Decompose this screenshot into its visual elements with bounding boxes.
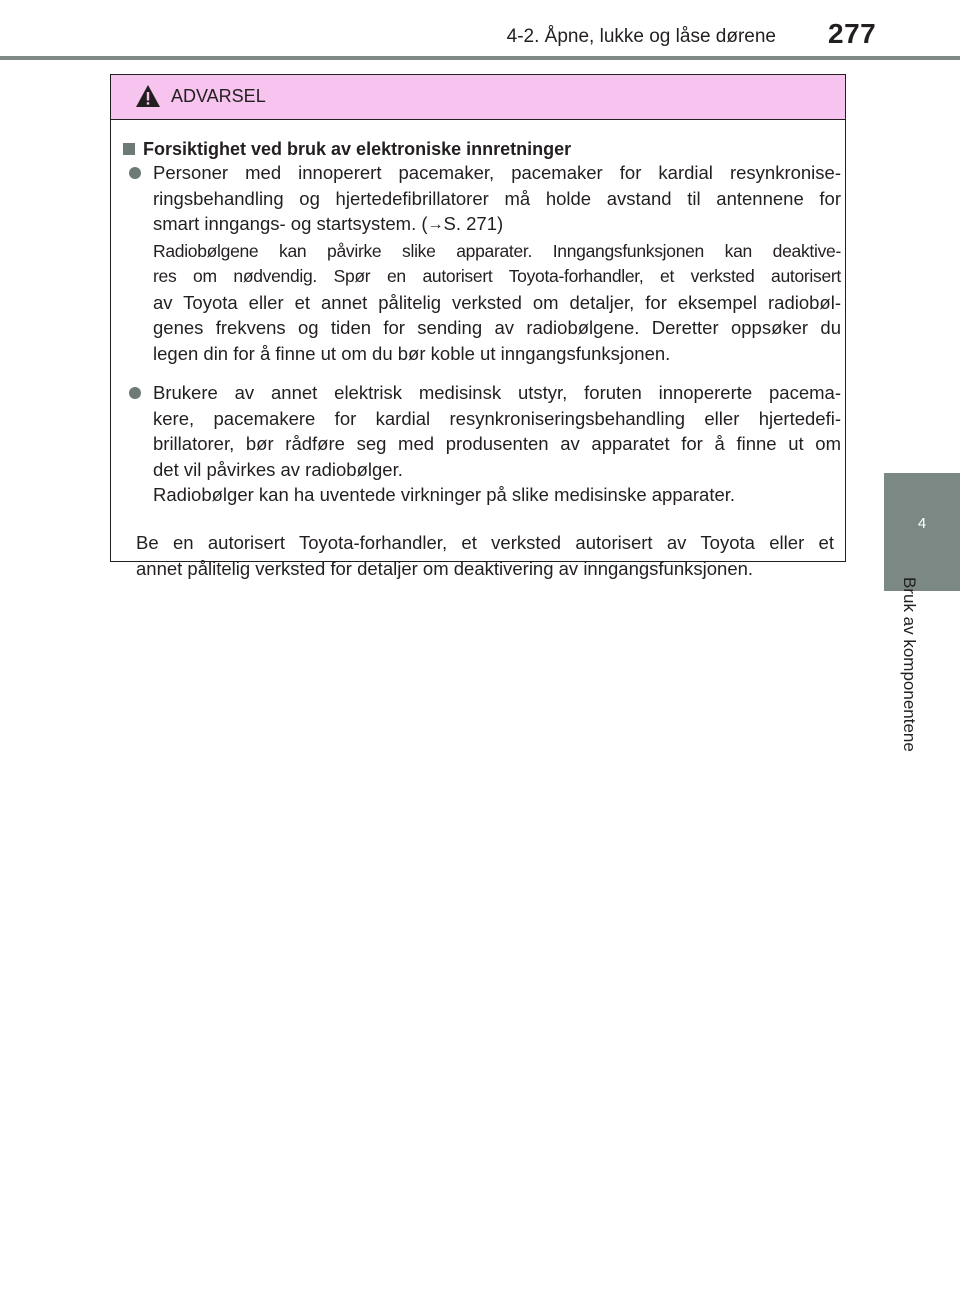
- list-item: [129, 380, 841, 508]
- chapter-number: 4: [917, 515, 927, 532]
- page-number: 277: [828, 18, 877, 49]
- text-line: kere, pacemakere for kardial resynkroniseringsbehandling eller hjertedefi-: [153, 407, 841, 429]
- section-title: 4-2. Åpne, lukke og låse dørene: [506, 26, 776, 47]
- text-line: Radiobølgene kan påvirke slike apparater. Inngangsfunksjonen kan deaktive-: [153, 240, 841, 261]
- text-segment: smart inngangs- og startsystem. (: [153, 213, 428, 234]
- closing-paragraph: [136, 530, 834, 581]
- text-line: [153, 211, 841, 239]
- text-line: Be en autorisert Toyota-forhandler, et verksted autorisert av Toyota eller et: [136, 532, 834, 553]
- header-rule: [0, 56, 960, 60]
- arrow-right-icon: →: [427, 216, 444, 233]
- text-line: res om nødvendig. Spør en autorisert Toyota-forhandler, et verksted autorisert: [153, 266, 841, 286]
- warning-label: ADVARSEL: [171, 86, 266, 106]
- text-line: det vil påvirkes av radiobølger.: [153, 458, 403, 480]
- text-line: av Toyota eller et annet pålitelig verksted om detaljer, for eksempel radiobøl-: [153, 291, 841, 313]
- text-line: genes frekvens og tiden for sending av radiobølgene. Deretter oppsøker du: [153, 317, 841, 338]
- square-bullet-icon: [123, 143, 135, 155]
- section-heading-text: Forsiktighet ved bruk av elektroniske innretninger: [143, 139, 572, 159]
- warning-header: [111, 75, 845, 120]
- chapter-title: Bruk av komponentene: [900, 577, 919, 752]
- text-line: ringsbehandling og hjertedefibrillatorer må holde avstand til antennene for: [153, 187, 841, 209]
- warning-box: [110, 74, 846, 579]
- page-reference: S. 271): [443, 213, 504, 234]
- list-item-text: [153, 380, 841, 508]
- text-line: Radiobølger kan ha uventede virkninger på slike medisinske apparater.: [153, 484, 736, 505]
- list-item-text: [153, 160, 841, 366]
- round-bullet-icon: [129, 387, 141, 399]
- section-heading: [123, 137, 571, 163]
- list-item: [129, 160, 841, 366]
- text-line: Brukere av annet elektrisk medisinsk utstyr, foruten innopererte pacema-: [153, 382, 841, 403]
- text-line: Personer med innoperert pacemaker, pacemaker for kardial resynkronise-: [153, 162, 841, 183]
- text-line: brillatorer, bør rådføre seg med produsenten av apparatet for å finne ut om: [153, 433, 841, 454]
- text-line: legen din for å finne ut om du bør koble ut inngangsfunksjonen.: [153, 342, 671, 364]
- round-bullet-icon: [129, 167, 141, 179]
- chapter-tab: [884, 473, 960, 591]
- warning-triangle-icon: [135, 84, 161, 108]
- text-line: annet pålitelig verksted for detaljer om deaktivering av inngangsfunksjonen.: [136, 557, 754, 579]
